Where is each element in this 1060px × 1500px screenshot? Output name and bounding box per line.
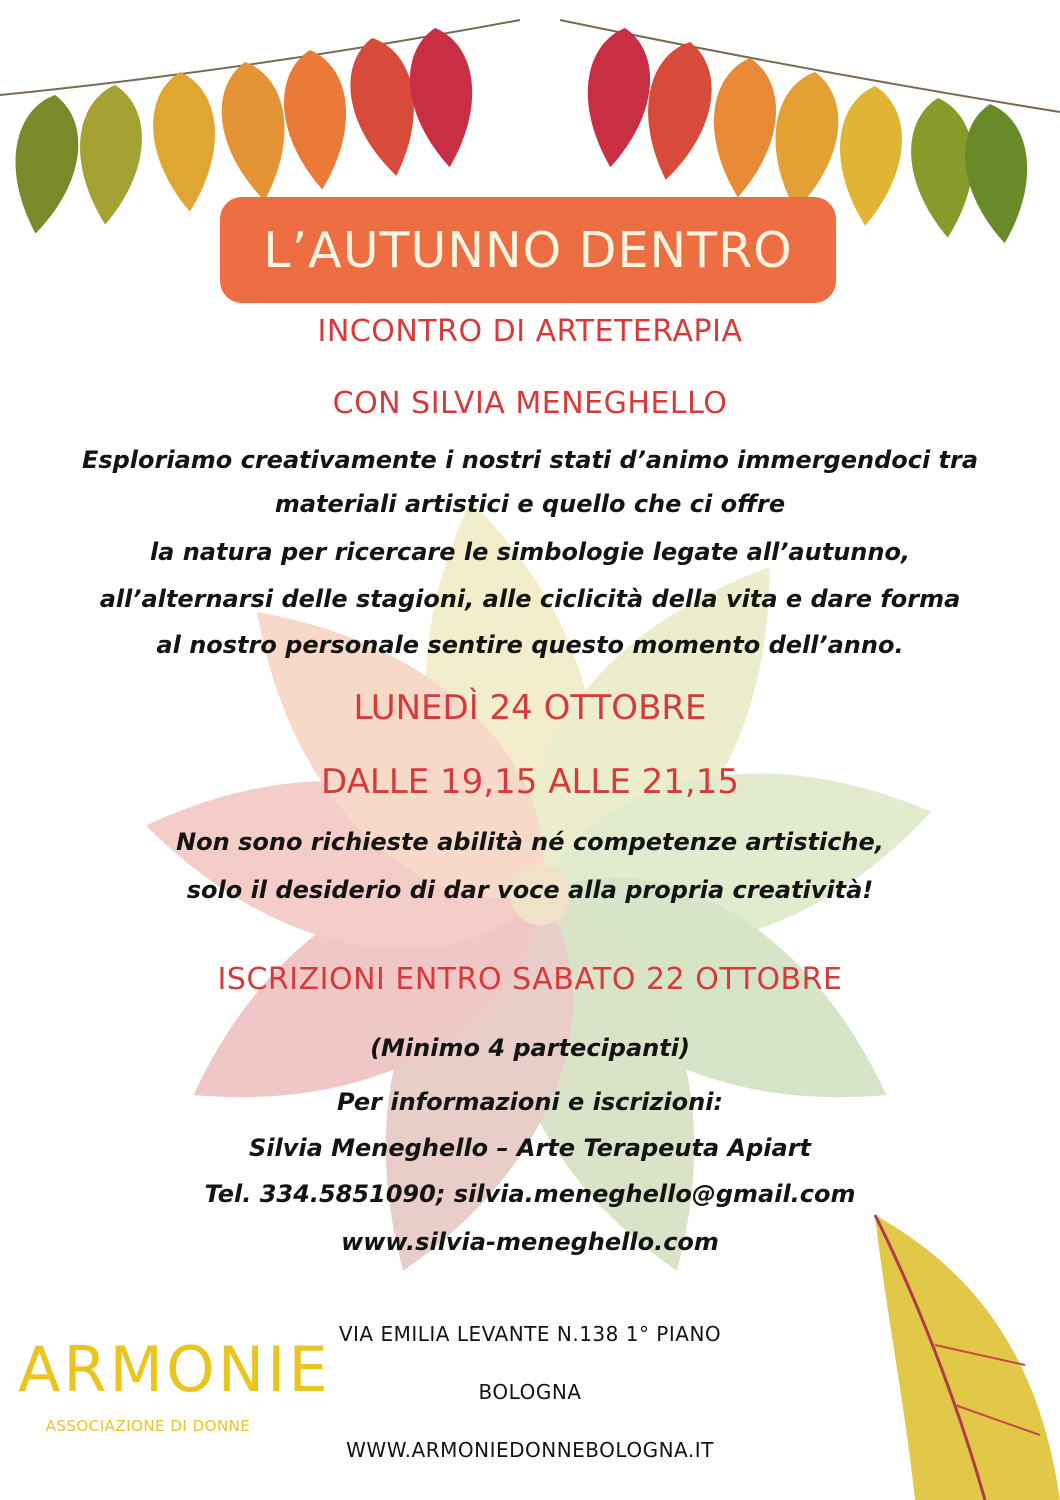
contact-website: www.silvia-meneghello.com bbox=[341, 1228, 719, 1256]
requirements-line-1: Non sono richieste abilità né competenze artistiche, bbox=[176, 828, 884, 856]
event-title: L’AUTUNNO DENTRO bbox=[263, 221, 793, 279]
description-line-5: al nostro personale sentire questo momento dell’anno. bbox=[156, 631, 904, 659]
requirements-line-2: solo il desiderio di dar voce alla propria creatività! bbox=[186, 876, 874, 904]
registration-deadline: ISCRIZIONI ENTRO SABATO 22 OTTOBRE bbox=[217, 962, 843, 997]
contact-name: Silvia Meneghello – Arte Terapeuta Apiart bbox=[248, 1134, 812, 1162]
logo-name: ARMONIE bbox=[18, 1333, 331, 1406]
logo-tagline: ASSOCIAZIONE DI DONNE bbox=[45, 1417, 251, 1435]
event-time: DALLE 19,15 ALLE 21,15 bbox=[321, 762, 739, 802]
event-host: CON SILVIA MENEGHELLO bbox=[332, 386, 728, 421]
address-website: WWW.ARMONIEDONNEBOLOGNA.IT bbox=[346, 1438, 714, 1462]
event-subtitle: INCONTRO DI ARTETERAPIA bbox=[317, 314, 743, 349]
contact-heading: Per informazioni e iscrizioni: bbox=[336, 1088, 724, 1116]
title-banner bbox=[220, 197, 836, 303]
description-line-1: Esploriamo creativamente i nostri stati d’animo immergendoci tra bbox=[81, 446, 979, 474]
armonie-logo bbox=[18, 1333, 331, 1435]
contact-phone-email: Tel. 334.5851090; silvia.meneghello@gmail.com bbox=[204, 1180, 856, 1208]
address-city: BOLOGNA bbox=[478, 1380, 582, 1404]
minimum-participants: (Minimo 4 partecipanti) bbox=[370, 1034, 690, 1062]
address-street: VIA EMILIA LEVANTE N.138 1° PIANO bbox=[338, 1322, 722, 1346]
event-date: LUNEDÌ 24 OTTOBRE bbox=[353, 688, 707, 728]
description-line-3: la natura per ricercare le simbologie legate all’autunno, bbox=[149, 538, 911, 566]
description-line-4: all’alternarsi delle stagioni, alle ciclicità della vita e dare forma bbox=[99, 585, 961, 613]
description-line-2: materiali artistici e quello che ci offre bbox=[274, 490, 786, 518]
